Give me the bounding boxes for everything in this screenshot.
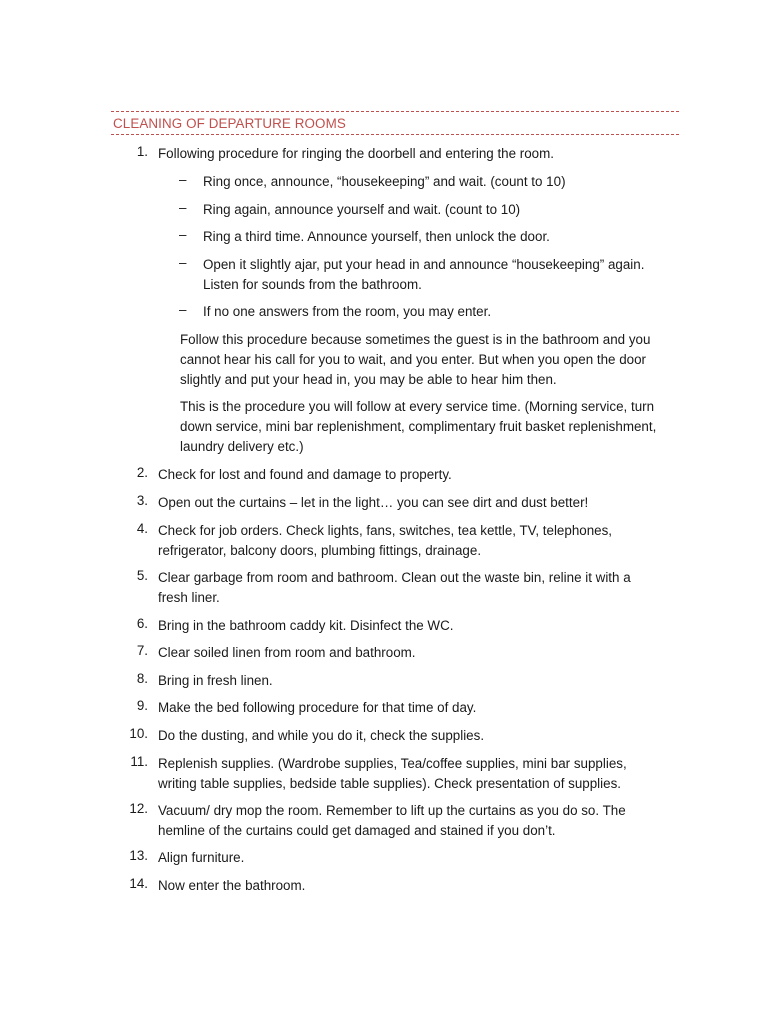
list-item-text: Following procedure for ringing the doorbell and entering the room. xyxy=(158,146,555,161)
explanation-paragraph: Follow this procedure because sometimes the guest is in the bathroom and you cannot hear his call for you to wait, and you enter. But when you open the door slightly and put your head in, you may be able to hear him then. xyxy=(180,332,651,387)
explanation-paragraph: This is the procedure you will follow at every service time. (Morning service, turn down service, mini bar replenishment, complimentary fruit basket replenishment, laundry delivery etc.) xyxy=(180,399,657,454)
sub-list-item-text: Ring once, announce, “housekeeping” and wait. (count to 10) xyxy=(203,174,566,189)
list-item-number: 10. xyxy=(129,726,148,741)
list-item-text: Align furniture. xyxy=(158,850,245,865)
list-item-text: Open out the curtains – let in the light… you can see dirt and dust better! xyxy=(158,495,589,510)
list-item-text: Do the dusting, and while you do it, check the supplies. xyxy=(158,728,485,743)
list-item-text: Clear garbage from room and bathroom. Clean out the waste bin, reline it with a fresh liner. xyxy=(158,570,631,605)
dash-bullet: – xyxy=(179,302,187,317)
list-item-text: Vacuum/ dry mop the room. Remember to lift up the curtains as you do so. The hemline of the curtains could get damaged and stained if you don’t. xyxy=(158,803,626,838)
list-item-number: 1. xyxy=(136,144,148,159)
list-item-number: 13. xyxy=(129,848,148,863)
list-item-number: 7. xyxy=(136,643,148,658)
dash-bullet: – xyxy=(179,172,187,187)
list-item-number: 9. xyxy=(136,698,148,713)
list-item-text: Clear soiled linen from room and bathroom. xyxy=(158,645,416,660)
sub-list-item-text: Open it slightly ajar, put your head in and announce “housekeeping” again. Listen for sounds from the bathroom. xyxy=(203,257,645,292)
list-item-text: Bring in fresh linen. xyxy=(158,673,273,688)
dash-bullet: – xyxy=(179,227,187,242)
dash-bullet: – xyxy=(179,255,187,270)
list-item-text: Make the bed following procedure for that time of day. xyxy=(158,700,477,715)
list-item-number: 3. xyxy=(136,493,148,508)
dash-bullet: – xyxy=(179,200,187,215)
list-item-number: 11. xyxy=(130,754,148,769)
list-item-number: 14. xyxy=(129,876,148,891)
list-item-number: 8. xyxy=(136,671,148,686)
sub-list-item-text: Ring again, announce yourself and wait. (count to 10) xyxy=(203,202,521,217)
section-heading: CLEANING OF DEPARTURE ROOMS xyxy=(113,116,346,131)
list-item-text: Now enter the bathroom. xyxy=(158,878,306,893)
sub-list-item-text: If no one answers from the room, you may enter. xyxy=(203,304,492,319)
list-item-text: Check for job orders. Check lights, fans, switches, tea kettle, TV, telephones, refrigerator, balcony doors, plumbing fittings, drainage. xyxy=(158,523,613,558)
list-item-number: 5. xyxy=(136,568,148,583)
list-item-number: 12. xyxy=(129,801,148,816)
list-item-text: Bring in the bathroom caddy kit. Disinfect the WC. xyxy=(158,618,454,633)
list-item-number: 6. xyxy=(136,616,148,631)
list-item-text: Replenish supplies. (Wardrobe supplies, Tea/coffee supplies, mini bar supplies, writing table supplies, bedside table supplies). Check presentation of supplies. xyxy=(158,756,627,791)
list-item-text: Check for lost and found and damage to property. xyxy=(158,467,452,482)
sub-list-item-text: Ring a third time. Announce yourself, then unlock the door. xyxy=(203,229,550,244)
list-item-number: 4. xyxy=(136,521,148,536)
section-heading-box xyxy=(111,111,679,135)
list-item-number: 2. xyxy=(136,465,148,480)
